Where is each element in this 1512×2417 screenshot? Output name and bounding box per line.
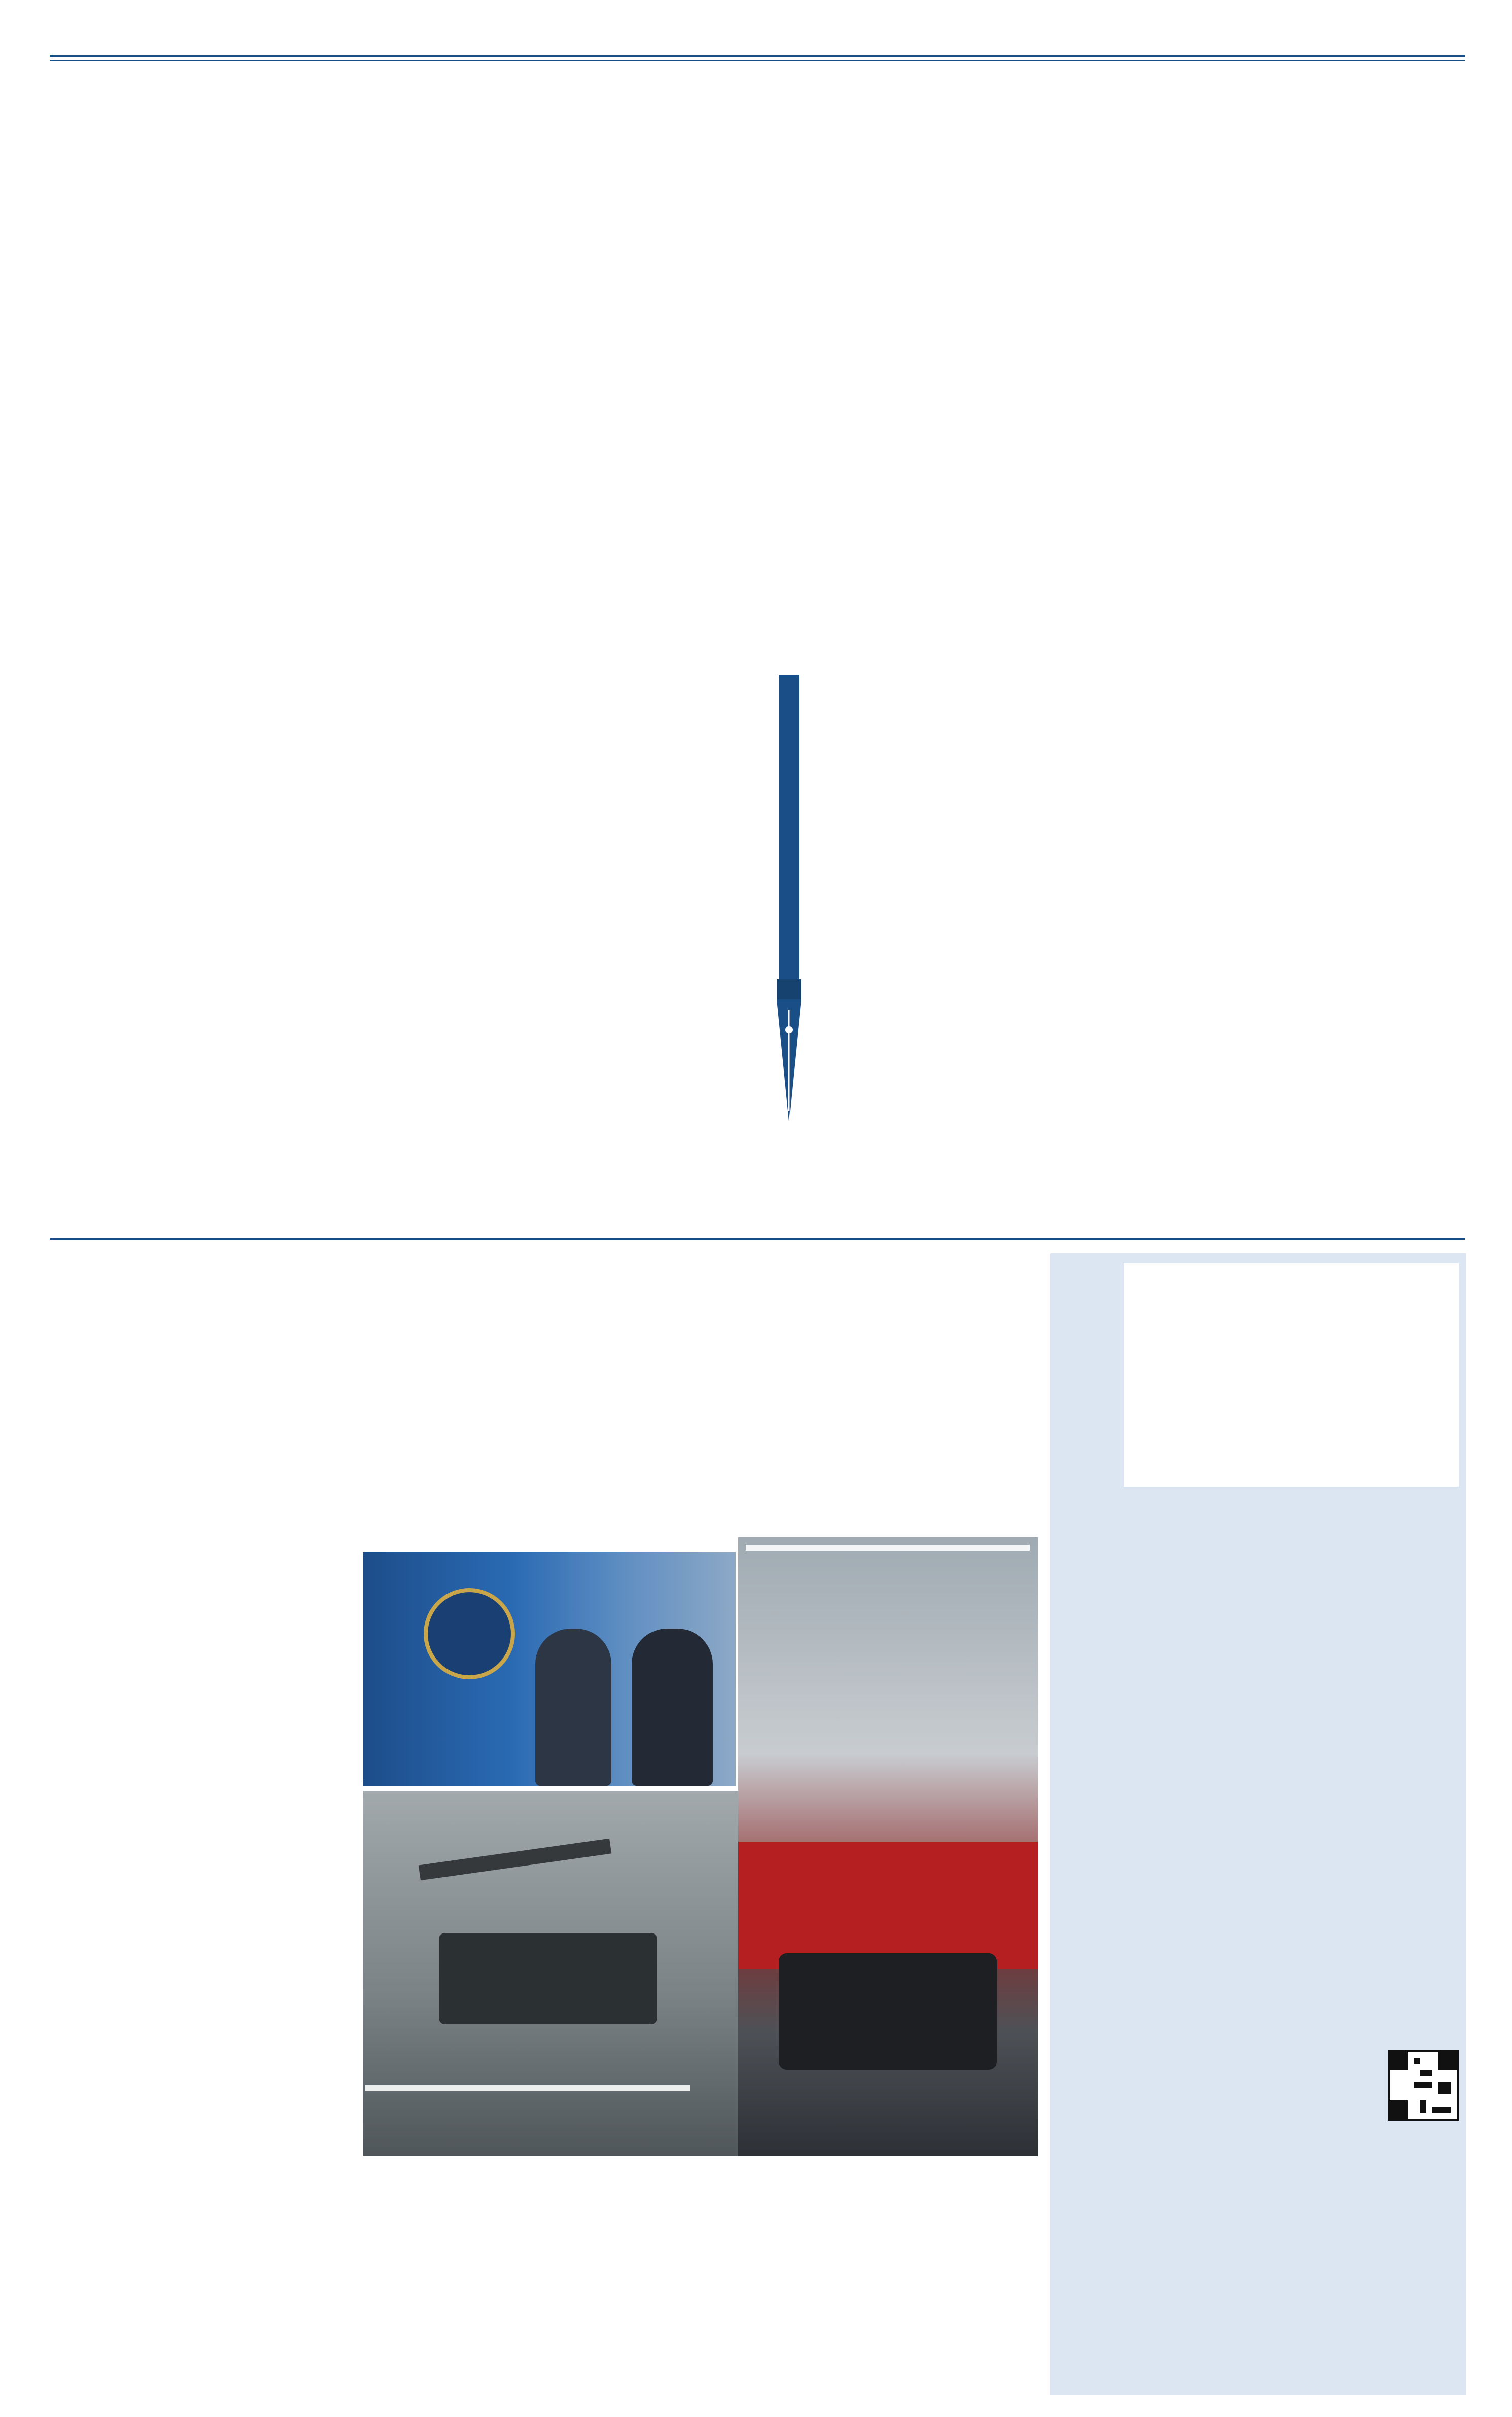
new-robot-body [779,1953,997,2070]
header-rule [50,55,1465,57]
police-emblem-icon [424,1588,515,1679]
old-robot-photo [363,1791,738,2156]
feature-body-col-1a [101,2171,365,2265]
qr-code-icon [1390,2052,1457,2119]
old-robot-arm [419,1839,611,1881]
sidebar-vertical-title [1058,1263,1119,1984]
editorial-bottom-rule [50,1238,1465,1240]
sidebar-body-1 [1124,1492,1459,2019]
new-robot-photo [738,1537,1038,2156]
page-header [0,0,1512,56]
editorial-left-col-2 [51,660,388,1233]
feature-body-col-3 [715,2171,1038,2395]
qr-code[interactable] [1388,2050,1459,2121]
feature-lead [51,1563,335,1837]
person-right [632,1629,713,1786]
new-robot-caption [746,1545,1030,1551]
editorial-right-col-1 [842,147,1126,1233]
interview-photo-caption [335,1558,363,1781]
editorial-right-col-2 [1137,147,1466,1233]
editorial-badge [751,76,827,1142]
sidebar-intro [1124,1263,1459,1487]
interview-photo [363,1552,736,1786]
old-robot-caption [365,2085,690,2091]
old-robot-body [439,1933,657,2024]
feature-body-col-2 [378,2171,703,2395]
editorial-mid-col-1 [401,147,736,873]
fountain-pen-icon [764,675,814,1131]
feature-body-col-1b [51,2303,365,2395]
header-rule-thin [50,60,1465,61]
fire-truck [738,1842,1038,1969]
person-left [535,1629,611,1786]
editorial-mid-col-2 [401,873,736,1233]
